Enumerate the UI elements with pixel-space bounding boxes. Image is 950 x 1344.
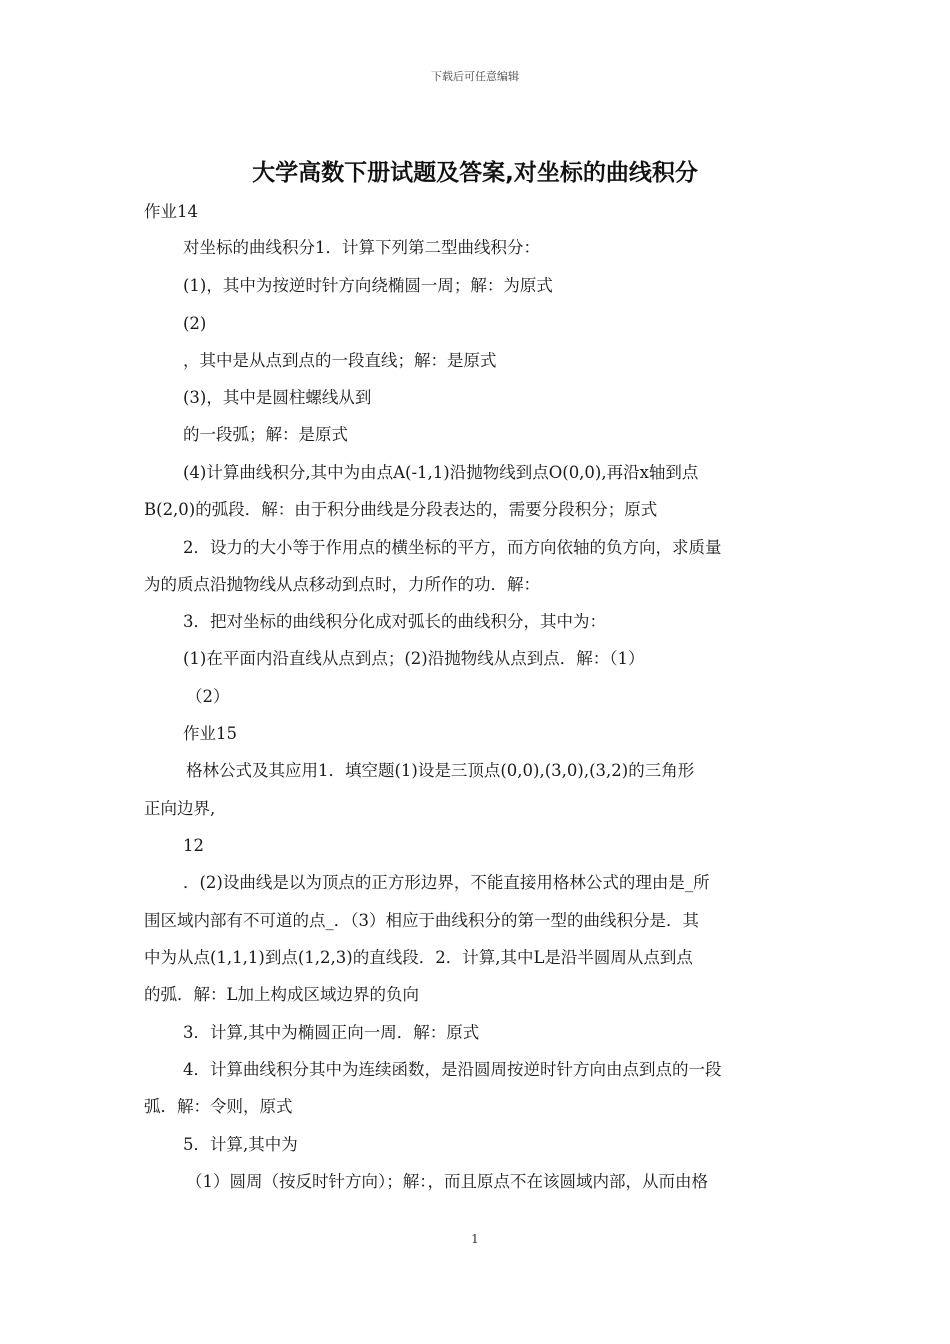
- paragraph-line: (4)计算曲线积分,其中为由点A(-1,1)沿抛物线到点O(0,0),再沿x轴到点: [183, 463, 699, 482]
- section-heading-hw15: 作业15: [183, 724, 237, 743]
- paragraph-line: 格林公式及其应用1．填空题(1)设是三顶点(0,0),(3,0),(3,2)的三角形: [186, 761, 695, 780]
- page-number: 1: [471, 1232, 479, 1246]
- paragraph-line: 围区域内部有不可道的点_．（3）相应于曲线积分的第一型的曲线积分是．其: [144, 911, 699, 930]
- paragraph-line: 为的质点沿抛物线从点移动到点时，力所作的功．解：: [144, 575, 540, 594]
- paragraph-line: 2．设力的大小等于作用点的横坐标的平方，而方向依轴的负方向，求质量: [183, 538, 722, 557]
- paragraph-line: (1)在平面内沿直线从点到点；(2)沿抛物线从点到点．解：（1）: [183, 649, 645, 668]
- paragraph-line: 3．把对坐标的曲线积分化成对弧长的曲线积分，其中为：: [183, 612, 606, 631]
- paragraph-line: （1）圆周（按反时针方向）；解：，而且原点不在该圆域内部，从而由格: [186, 1172, 708, 1191]
- paragraph-line: ．(2)设曲线是以为顶点的正方形边界，不能直接用格林公式的理由是_所: [183, 873, 710, 892]
- paragraph-line: 5．计算,其中为: [183, 1135, 298, 1154]
- paragraph-line: 12: [183, 836, 204, 855]
- paragraph-line: B(2,0)的弧段．解：由于积分曲线是分段表达的，需要分段积分；原式: [144, 500, 658, 519]
- paragraph-line: 3．计算,其中为椭圆正向一周．解：原式: [183, 1023, 480, 1042]
- paragraph-line: 弧．解：令则，原式: [144, 1097, 293, 1116]
- paragraph-line: 4．计算曲线积分其中为连续函数，是沿圆周按逆时针方向由点到点的一段: [183, 1060, 722, 1079]
- paragraph-line: (3)，其中是圆柱螺线从到: [183, 388, 372, 407]
- paragraph-line: (1)，其中为按逆时针方向绕椭圆一周；解：为原式: [183, 276, 553, 295]
- header-note: 下载后可任意编辑: [431, 70, 519, 83]
- section-heading-hw14: 作业14: [144, 202, 198, 221]
- paragraph-line: (2): [183, 314, 207, 333]
- paragraph-line: 对坐标的曲线积分1．计算下列第二型曲线积分：: [183, 238, 540, 257]
- paragraph-line: 正向边界,: [144, 799, 216, 818]
- paragraph-line: ，其中是从点到点的一段直线；解：是原式: [183, 351, 497, 370]
- paragraph-line: 的弧．解：L加上构成区域边界的负向: [144, 985, 419, 1004]
- paragraph-line: （2）: [186, 687, 230, 706]
- document-title: 大学高数下册试题及答案,对坐标的曲线积分: [252, 160, 698, 186]
- paragraph-line: 中为从点(1,1,1)到点(1,2,3)的直线段．2．计算,其中L是沿半圆周从点到点: [144, 948, 693, 967]
- paragraph-line: 的一段弧；解：是原式: [183, 425, 348, 444]
